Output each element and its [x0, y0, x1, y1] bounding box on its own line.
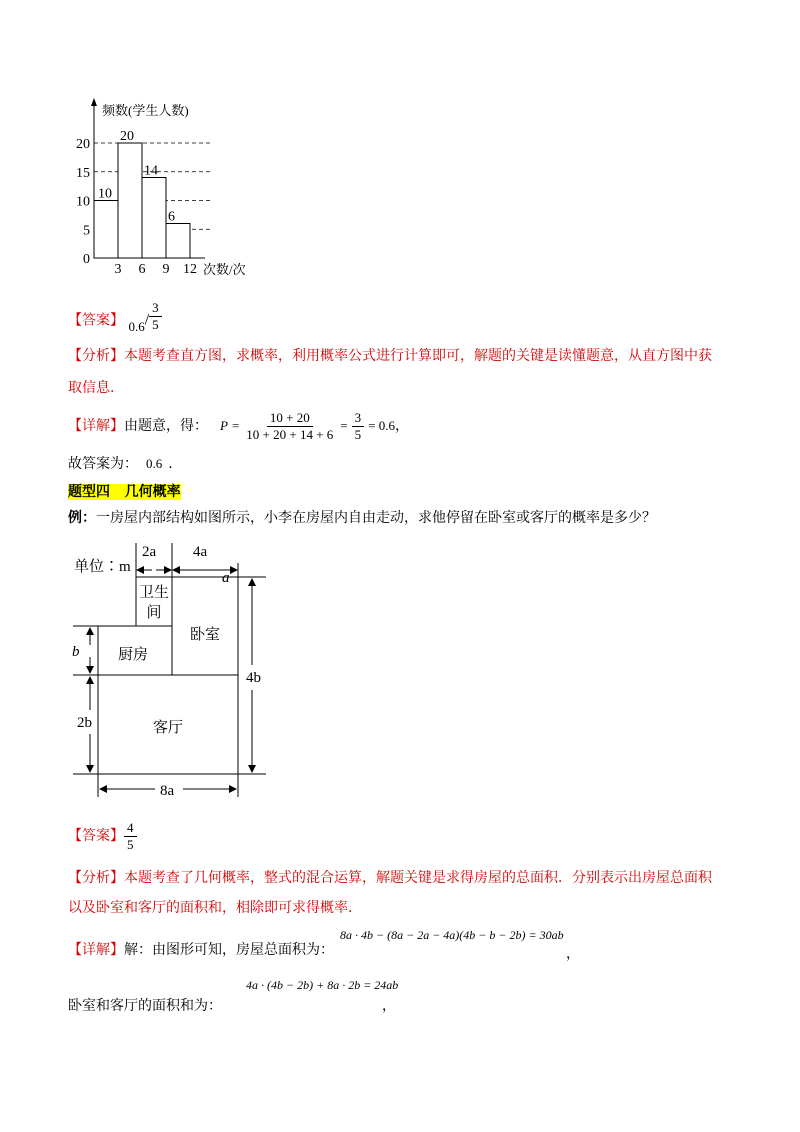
fraction-numerator: 3 — [352, 410, 365, 427]
example-label: 例： — [68, 510, 96, 526]
example-text: 一房屋内部结构如图所示，小李在房屋内自由走动，求他停留在卧室或客厅的概率是多少？ — [96, 510, 656, 526]
bar-value-label: 10 — [98, 186, 112, 202]
x-tick-label: 3 — [114, 262, 122, 277]
answer-fraction — [124, 820, 137, 853]
final-value: 0.6 — [146, 456, 163, 471]
fraction-numerator: 4 — [124, 820, 137, 837]
dim-2a: 2a — [142, 544, 157, 560]
bar-value-label: 14 — [144, 163, 158, 179]
answer-sep: / — [144, 311, 150, 329]
comma: ， — [566, 946, 580, 962]
analysis-tag: 【分析】 — [68, 870, 124, 886]
living-room-label: 客厅 — [152, 720, 184, 736]
y-tick-label: 20 — [76, 137, 90, 152]
section-title-text: 题型四 几何概率 — [68, 484, 181, 500]
y-tick-label: 15 — [76, 165, 90, 181]
y-tick-label: 10 — [76, 194, 90, 210]
dim-4a: 4a — [193, 544, 208, 560]
answer-1 — [68, 300, 162, 337]
analysis-text: 本题考查了几何概率，整式的混合运算，解题关键是求得房屋的总面积．分别表示出房屋总面积 — [124, 870, 712, 886]
answer-tag: 【答案】 — [68, 312, 124, 329]
final-answer-1 — [68, 454, 173, 474]
fraction-denominator: 10 + 20 + 14 + 6 — [246, 426, 334, 442]
fraction-denominator: 5 — [152, 317, 159, 332]
simplified-fraction — [352, 410, 365, 443]
comma: ， — [394, 418, 409, 434]
result-value: = 0.6 — [368, 418, 395, 433]
x-axis-label: 次数/次 — [203, 262, 246, 277]
fraction-numerator: 10 + 20 — [267, 410, 313, 427]
total-area-formula: 8a · 4b − (8a − 2a − 4a)(4b − b − 2b) = 30ab — [340, 928, 564, 942]
detail-2 — [68, 940, 334, 960]
detail-text: 解：由图形可知，房屋总面积为： — [124, 942, 334, 958]
dim-a: a — [222, 570, 230, 586]
x-tick-label: 9 — [162, 262, 170, 277]
bedroom-room — [172, 577, 238, 675]
bedroom-living-formula: 4a · (4b − 2b) + 8a · 2b = 24ab — [246, 978, 399, 992]
dim-2b: 2b — [77, 715, 92, 731]
kitchen-label: 厨房 — [117, 647, 149, 663]
dim-b: b — [72, 644, 80, 660]
detail-text: 由题意，得： — [124, 418, 208, 434]
equals-sign: = — [340, 418, 348, 433]
detail-tag: 【详解】 — [68, 418, 124, 434]
dim-8a: 8a — [160, 783, 175, 799]
histogram-chart — [60, 92, 270, 282]
y-tick-label: 5 — [83, 223, 90, 239]
chart-layer — [76, 98, 246, 277]
bedroom-label: 卧室 — [189, 627, 221, 643]
probability-fraction — [243, 410, 336, 443]
y-axis-label: 频数(学生人数) — [102, 103, 189, 118]
dim-4b: 4b — [246, 670, 261, 686]
answer-value: 0.6 — [128, 318, 145, 334]
x-tick-label: 12 — [183, 262, 197, 277]
analysis-2-line-1 — [68, 868, 712, 888]
histogram-bar — [94, 201, 118, 259]
analysis-2-line-2: 以及卧室和客厅的面积和，相除即可求得概率. — [68, 900, 353, 916]
bathroom-label-1: 卫生 — [138, 585, 170, 601]
final-period: . — [168, 456, 173, 472]
fraction-denominator: 5 — [127, 836, 134, 852]
detail-tag: 【详解】 — [68, 942, 124, 958]
answer-tag: 【答案】 — [68, 828, 124, 844]
comma: ， — [382, 998, 396, 1014]
prob-symbol: P — [220, 418, 228, 433]
histogram-bar — [166, 224, 190, 259]
bar-value-label: 6 — [168, 209, 175, 225]
fraction-denominator: 5 — [354, 426, 362, 442]
bar-value-label: 20 — [120, 129, 134, 144]
bathroom-label-2: 间 — [146, 605, 162, 621]
house-diagram — [60, 536, 280, 806]
x-tick-label: 6 — [138, 262, 146, 277]
analysis-1-line-1 — [68, 346, 712, 366]
analysis-tag: 【分析】 — [68, 348, 124, 364]
final-text: 故答案为： — [68, 456, 138, 472]
equals-sign: = — [231, 418, 240, 433]
analysis-1-line-2: 取信息. — [68, 380, 115, 396]
bedroom-living-area: 卧室和客厅的面积和为： — [68, 998, 222, 1014]
histogram-bar — [142, 178, 166, 259]
unit-label: 单位∶m — [74, 559, 131, 575]
fraction-numerator: 3 — [149, 300, 162, 317]
y-axis-arrow-icon — [91, 98, 97, 106]
analysis-text: 本题考查直方图，求概率，利用概率公式进行计算即可，解题的关键是读懂题意，从直方图中获 — [124, 348, 712, 364]
detail-1 — [68, 406, 409, 446]
histogram-bar — [118, 143, 142, 258]
answer-2 — [68, 816, 137, 856]
section-title — [68, 482, 181, 502]
answer-fraction — [149, 300, 162, 333]
y-tick-label: 0 — [83, 252, 90, 267]
example-question — [68, 508, 656, 528]
